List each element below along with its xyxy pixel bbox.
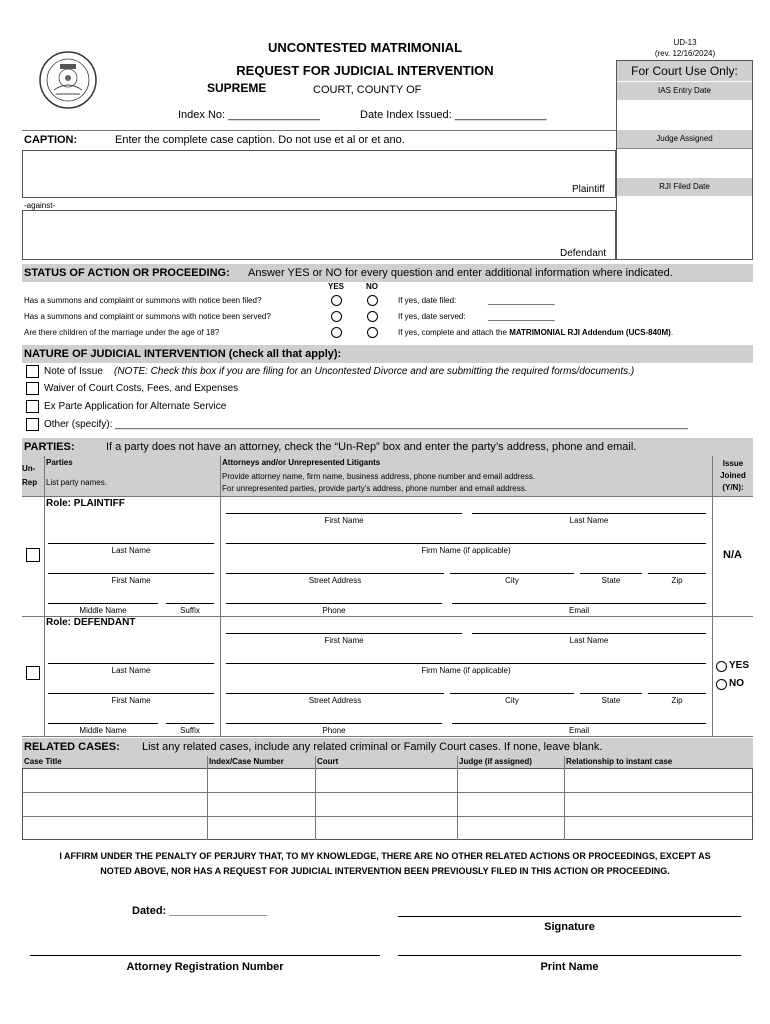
plaintiff-email-field[interactable]	[452, 603, 706, 604]
plaintiff-caption-label: Plaintiff	[572, 184, 605, 195]
related-cases-table	[22, 768, 753, 840]
parties-label: PARTIES:	[24, 441, 75, 453]
plaintiff-last-name-field[interactable]	[48, 543, 214, 544]
plaintiff-zip-field[interactable]	[648, 573, 706, 574]
defendant-phone-field[interactable]	[226, 723, 442, 724]
children-yes-radio[interactable]	[331, 327, 342, 338]
defendant-street-field[interactable]	[226, 693, 444, 694]
issue-joined-col-header: Issue Joined (Y/N):	[720, 459, 746, 492]
date-filed-label: If yes, date filed:	[398, 296, 457, 305]
against-label: -against-	[24, 201, 56, 210]
affirmation-line-1: I AFFIRM UNDER THE PENALTY OF PERJURY THAT, TO MY KNOWLEDGE, THERE ARE NO OTHER RELATED ACTIONS OR PROCEEDINGS, EXCEPT AS	[59, 851, 711, 861]
nature-label: NATURE OF JUDICIAL INTERVENTION (check all that apply):	[24, 348, 342, 360]
note-of-issue-checkbox[interactable]	[26, 365, 39, 378]
col-court: Court	[317, 757, 339, 766]
plaintiff-first-name-label: First Name	[111, 576, 151, 585]
date-served-label: If yes, date served:	[398, 312, 466, 321]
ias-entry-label: IAS Entry Date	[617, 82, 752, 100]
defendant-issue-yes-radio[interactable]	[716, 661, 727, 672]
defendant-firm-label: Firm Name (if applicable)	[421, 666, 511, 675]
col-judge: Judge (if assigned)	[459, 757, 532, 766]
plaintiff-state-label: State	[601, 576, 621, 585]
ias-entry-field[interactable]	[617, 100, 752, 130]
rji-filed-label: RJI Filed Date	[617, 178, 752, 196]
plaintiff-street-field[interactable]	[226, 573, 444, 574]
summons-filed-no-radio[interactable]	[367, 295, 378, 306]
question-children: Are there children of the marriage under the age of 18?	[24, 328, 220, 337]
print-name-field[interactable]	[398, 955, 741, 956]
defendant-city-field[interactable]	[450, 693, 574, 694]
plaintiff-suffix-field[interactable]	[166, 603, 214, 604]
plaintiff-att-first-field[interactable]	[226, 513, 462, 514]
plaintiff-state-field[interactable]	[580, 573, 642, 574]
defendant-issue-no-label: NO	[729, 678, 744, 689]
defendant-city-label: City	[505, 696, 519, 705]
date-issued-field[interactable]: Date Index Issued: _______________	[360, 109, 547, 121]
defendant-unrep-checkbox[interactable]	[26, 666, 40, 680]
unrep-col-header: Un-Rep	[22, 464, 38, 487]
defendant-middle-name-field[interactable]	[48, 723, 158, 724]
summons-filed-yes-radio[interactable]	[331, 295, 342, 306]
plaintiff-email-label: Email	[568, 606, 589, 615]
defendant-state-label: State	[601, 696, 621, 705]
form-revision: (rev. 12/16/2024)	[654, 49, 716, 58]
plaintiff-city-label: City	[505, 576, 519, 585]
plaintiff-phone-field[interactable]	[226, 603, 442, 604]
defendant-last-name-label: Last Name	[111, 666, 151, 675]
defendant-caption-label: Defendant	[560, 248, 607, 259]
court-use-title: For Court Use Only:	[617, 61, 752, 81]
addendum-post: .	[670, 328, 674, 337]
defendant-street-label: Street Address	[308, 696, 362, 705]
question-summons-filed: Has a summons and complaint or summons with notice been filed?	[24, 296, 262, 305]
related-instruction: List any related cases, include any related criminal or Family Court cases. If none, leave blank.	[142, 741, 603, 753]
plaintiff-att-last-label: Last Name	[569, 516, 609, 525]
state-seal	[38, 50, 98, 110]
status-instruction: Answer YES or NO for every question and enter additional information where indicated.	[248, 267, 673, 279]
plaintiff-last-name-label: Last Name	[111, 546, 151, 555]
plaintiff-city-field[interactable]	[450, 573, 574, 574]
print-name-label: Print Name	[540, 961, 599, 973]
defendant-first-name-label: First Name	[111, 696, 151, 705]
defendant-att-first-field[interactable]	[226, 633, 462, 634]
index-no-field[interactable]: Index No: _______________	[178, 109, 320, 121]
defendant-att-last-field[interactable]	[472, 633, 706, 634]
no-col-header: NO	[366, 282, 378, 291]
county-label: COURT, COUNTY OF	[313, 84, 422, 96]
plaintiff-caption-field[interactable]	[22, 150, 616, 198]
court-type: SUPREME	[207, 81, 267, 95]
col-case-title: Case Title	[24, 757, 62, 766]
related-label: RELATED CASES:	[24, 741, 120, 753]
signature-field[interactable]	[398, 916, 741, 917]
plaintiff-firm-label: Firm Name (if applicable)	[421, 546, 511, 555]
judge-assigned-field[interactable]	[617, 148, 752, 178]
ex-parte-checkbox[interactable]	[26, 400, 39, 413]
summons-served-yes-radio[interactable]	[331, 311, 342, 322]
date-filed-field[interactable]: _______________	[488, 296, 555, 305]
plaintiff-street-label: Street Address	[308, 576, 362, 585]
defendant-zip-label: Zip	[671, 696, 683, 705]
defendant-suffix-label: Suffix	[180, 726, 200, 735]
form-id: UD-13	[673, 38, 697, 47]
attorneys-col-sub-2: For unrepresented parties, provide party’s address, phone number and email address.	[222, 484, 527, 493]
waiver-checkbox[interactable]	[26, 382, 39, 395]
ex-parte-label: Ex Parte Application for Alternate Service	[44, 401, 227, 412]
plaintiff-phone-label: Phone	[322, 606, 346, 615]
plaintiff-firm-field[interactable]	[226, 543, 706, 544]
parties-instruction: If a party does not have an attorney, check the “Un-Rep” box and enter the party’s address, phone and email.	[106, 441, 637, 453]
col-index-number: Index/Case Number	[209, 757, 284, 766]
attorney-registration-field[interactable]	[30, 955, 380, 956]
date-served-field[interactable]: _______________	[488, 312, 555, 321]
plaintiff-suffix-label: Suffix	[180, 606, 200, 615]
plaintiff-role: Role: PLAINTIFF	[46, 498, 125, 509]
defendant-email-label: Email	[568, 726, 589, 735]
defendant-issue-no-radio[interactable]	[716, 679, 727, 690]
defendant-middle-name-label: Middle Name	[79, 726, 127, 735]
rji-filed-field[interactable]	[617, 196, 752, 260]
defendant-last-name-field[interactable]	[48, 663, 214, 664]
question-summons-served: Has a summons and complaint or summons with notice been served?	[24, 312, 271, 321]
addendum-pre: If yes, complete and attach the	[398, 328, 510, 337]
children-no-radio[interactable]	[367, 327, 378, 338]
signature-label: Signature	[544, 921, 595, 933]
parties-col-sub: List party names.	[46, 478, 107, 487]
caption-instruction: Enter the complete case caption. Do not use et al or et ano.	[115, 134, 405, 146]
other-specify-field[interactable]: Other (specify): _______________________________________________________________________________________________________	[44, 419, 688, 430]
defendant-caption-field[interactable]	[22, 210, 616, 260]
defendant-role: Role: DEFENDANT	[46, 617, 136, 628]
addendum-form-name: MATRIMONIAL RJI Addendum (UCS-840M)	[509, 328, 671, 337]
defendant-issue-yes-label: YES	[729, 660, 750, 671]
status-label: STATUS OF ACTION OR PROCEEDING:	[24, 267, 230, 279]
parties-col-header: Parties	[46, 458, 73, 467]
yes-col-header: YES	[327, 282, 344, 291]
plaintiff-middle-name-field[interactable]	[48, 603, 158, 604]
plaintiff-middle-name-label: Middle Name	[79, 606, 127, 615]
children-addendum-note	[398, 328, 673, 337]
plaintiff-issue-joined: N/A	[723, 549, 742, 561]
note-of-issue-note: (NOTE: Check this box if you are filing for an Uncontested Divorce and are submitting the required forms/documents.)	[114, 366, 635, 377]
plaintiff-att-first-label: First Name	[324, 516, 364, 525]
note-of-issue-label: Note of Issue	[44, 366, 103, 377]
plaintiff-att-last-field[interactable]	[472, 513, 706, 514]
judge-assigned-label: Judge Assigned	[617, 130, 752, 148]
form-title-2: REQUEST FOR JUDICIAL INTERVENTION	[236, 63, 494, 78]
defendant-firm-field[interactable]	[226, 663, 706, 664]
defendant-email-field[interactable]	[452, 723, 706, 724]
defendant-phone-label: Phone	[322, 726, 346, 735]
attorney-registration-label: Attorney Registration Number	[126, 961, 284, 973]
form-title-1: UNCONTESTED MATRIMONIAL	[267, 40, 463, 55]
attorneys-col-header: Attorneys and/or Unrepresented Litigants	[222, 458, 381, 467]
waiver-label: Waiver of Court Costs, Fees, and Expenses	[44, 383, 239, 394]
other-checkbox[interactable]	[26, 418, 39, 431]
defendant-suffix-field[interactable]	[166, 723, 214, 724]
plaintiff-zip-label: Zip	[671, 576, 683, 585]
attorneys-col-sub-1: Provide attorney name, firm name, business address, phone number and email address.	[222, 472, 536, 481]
defendant-zip-field[interactable]	[648, 693, 706, 694]
defendant-state-field[interactable]	[580, 693, 642, 694]
caption-label: CAPTION:	[24, 134, 78, 146]
dated-field[interactable]: Dated: ________________	[132, 905, 268, 917]
defendant-att-last-label: Last Name	[569, 636, 609, 645]
defendant-att-first-label: First Name	[324, 636, 364, 645]
affirmation-line-2: NOTED ABOVE, NOR HAS A REQUEST FOR JUDICIAL INTERVENTION BEEN PREVIOUSLY FILED IN THIS ACTION OR PROCEEDING.	[100, 866, 670, 876]
plaintiff-first-name-field[interactable]	[48, 573, 214, 574]
summons-served-no-radio[interactable]	[367, 311, 378, 322]
col-relationship: Relationship to instant case	[566, 757, 673, 766]
defendant-first-name-field[interactable]	[48, 693, 214, 694]
plaintiff-unrep-checkbox[interactable]	[26, 548, 40, 562]
